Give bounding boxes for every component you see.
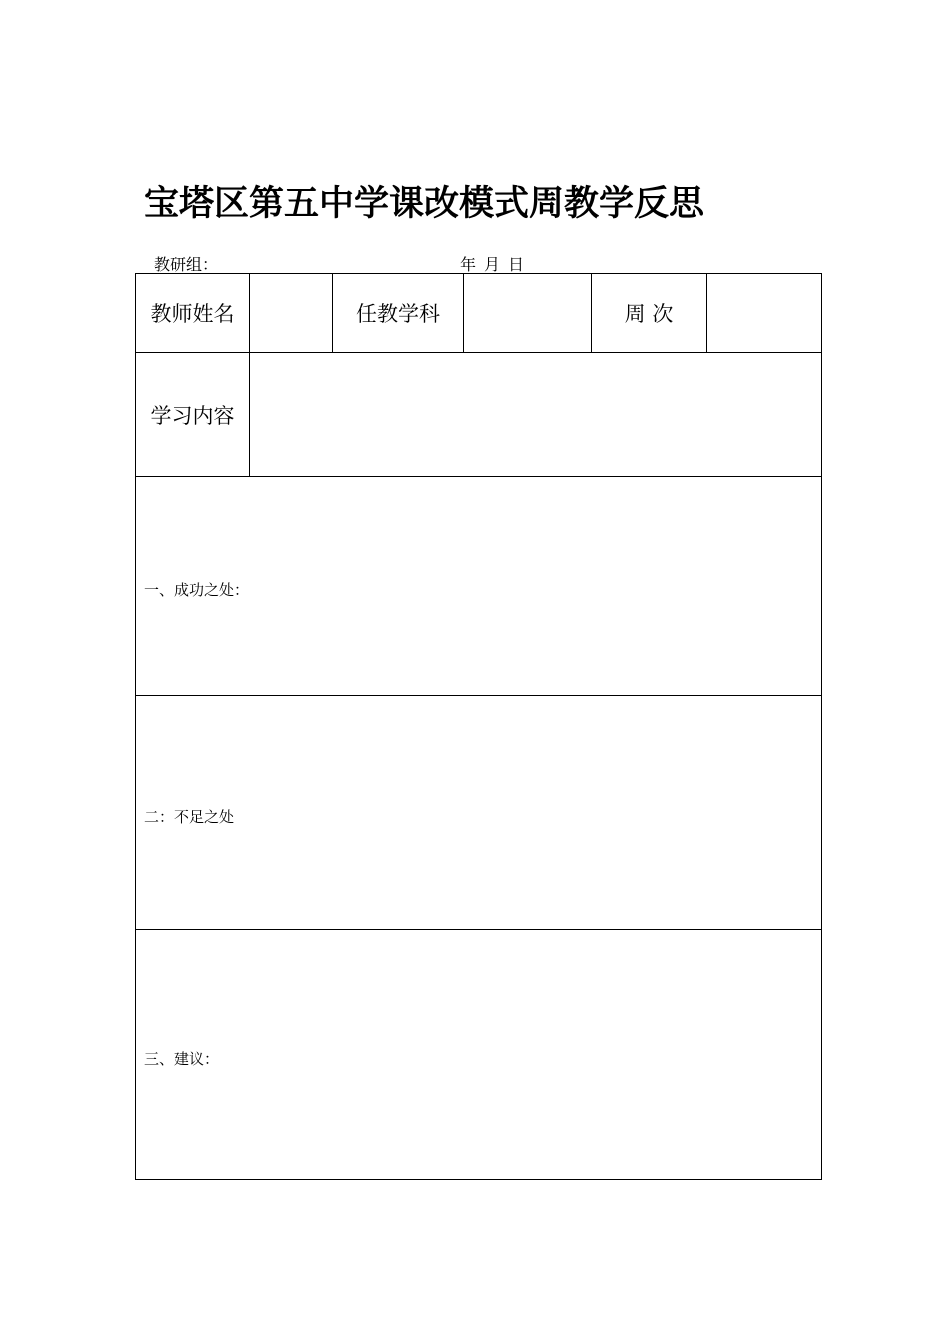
date-month-label: 月 bbox=[484, 255, 501, 274]
reflection-form-table bbox=[135, 273, 822, 1180]
content-row bbox=[136, 353, 822, 477]
week-field[interactable] bbox=[707, 274, 822, 353]
shortcomings-section[interactable] bbox=[136, 696, 822, 930]
date-year-label: 年 bbox=[460, 255, 477, 274]
shortcomings-row bbox=[136, 696, 822, 930]
page-title: 宝塔区第五中学课改模式周教学反思 bbox=[144, 184, 705, 224]
suggestions-section[interactable] bbox=[136, 930, 822, 1180]
learning-content-field[interactable] bbox=[250, 353, 822, 477]
subject-label: 任教学科 bbox=[333, 274, 464, 353]
success-row bbox=[136, 477, 822, 696]
date-day-label: 日 bbox=[508, 255, 525, 274]
success-label: 一、成功之处： bbox=[144, 581, 250, 599]
date-line bbox=[460, 252, 532, 275]
success-section[interactable] bbox=[136, 477, 822, 696]
suggestions-row bbox=[136, 930, 822, 1180]
teacher-name-field[interactable] bbox=[250, 274, 333, 353]
teacher-name-label: 教师姓名 bbox=[136, 274, 250, 353]
teaching-group-label: 教研组： bbox=[154, 255, 219, 274]
subject-field[interactable] bbox=[464, 274, 592, 353]
learning-content-label: 学习内容 bbox=[136, 353, 250, 477]
suggestions-label: 三、建议： bbox=[144, 1049, 220, 1068]
week-label: 周 次 bbox=[592, 274, 707, 353]
info-row bbox=[136, 274, 822, 353]
shortcomings-label: 二：不足之处 bbox=[144, 807, 235, 826]
